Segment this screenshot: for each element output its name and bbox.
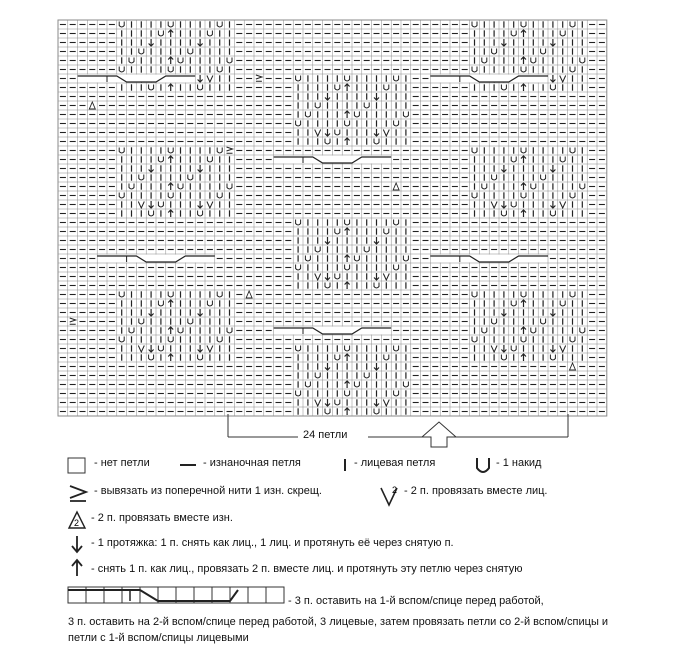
start-arrow-icon	[422, 422, 456, 447]
legend-no-stitch	[94, 457, 150, 469]
legend-cable-note: 3 п. оставить на 2-й вспом/спице перед работой, 3 лицевые, затем провязать петли со 2-й вспом/спицы и петли с 1-й вспом/спицы лицевыми	[68, 616, 609, 644]
legend-make-one-purl	[94, 485, 322, 497]
legend-purl-text: - изнаночная петля	[203, 457, 301, 470]
cable-legend-cell	[266, 587, 284, 603]
cable-legend-icon	[68, 587, 284, 603]
up-arrow-icon	[72, 560, 82, 576]
make-one-purl-icon	[70, 486, 86, 501]
legend-knit	[354, 457, 435, 469]
legend-knit-text: - лицевая петля	[354, 457, 436, 470]
legend-p2tog-text: - 2 п. провязать вместе изн.	[91, 512, 233, 525]
legend-k2tog-text: - 2 п. провязать вместе лиц.	[404, 485, 548, 498]
cable-legend-cell	[230, 587, 248, 603]
legend-sk2po	[91, 563, 522, 575]
legend-make-one-purl-text: - вывязать из поперечной нити 1 изн. скрещ.	[94, 485, 322, 498]
legend-k2tog	[404, 485, 547, 497]
repeat-bracket	[228, 414, 568, 447]
legend-cable	[288, 595, 544, 607]
legend-purl	[203, 457, 301, 469]
down-arrow-icon	[72, 536, 82, 552]
legend-yarn-over-text: - 1 накид	[496, 457, 542, 470]
legend-skpo-text: - 1 протяжка: 1 п. снять как лиц., 1 лиц. и протянуть её через снятую п.	[91, 537, 454, 550]
no-stitch-icon	[68, 458, 85, 473]
legend-p2tog	[91, 512, 233, 524]
p2tog-number: 2	[74, 518, 80, 528]
legend-no-stitch-text: - нет петли	[94, 457, 150, 470]
cable-legend-cell	[248, 587, 266, 603]
legend-sk2po-text: - снять 1 п. как лиц., провязать 2 п. вместе лиц. и протянуть эту петлю через снятую	[91, 563, 523, 576]
repeat-width-label: 24 петли	[300, 429, 350, 441]
legend-skpo	[91, 537, 454, 549]
legend-yarn-over	[496, 457, 541, 469]
k2tog-number: 2	[392, 485, 398, 495]
legend-cable-text: - 3 п. оставить на 1-й вспом/спице перед работой,	[288, 595, 544, 608]
yarn-over-icon	[477, 458, 489, 472]
